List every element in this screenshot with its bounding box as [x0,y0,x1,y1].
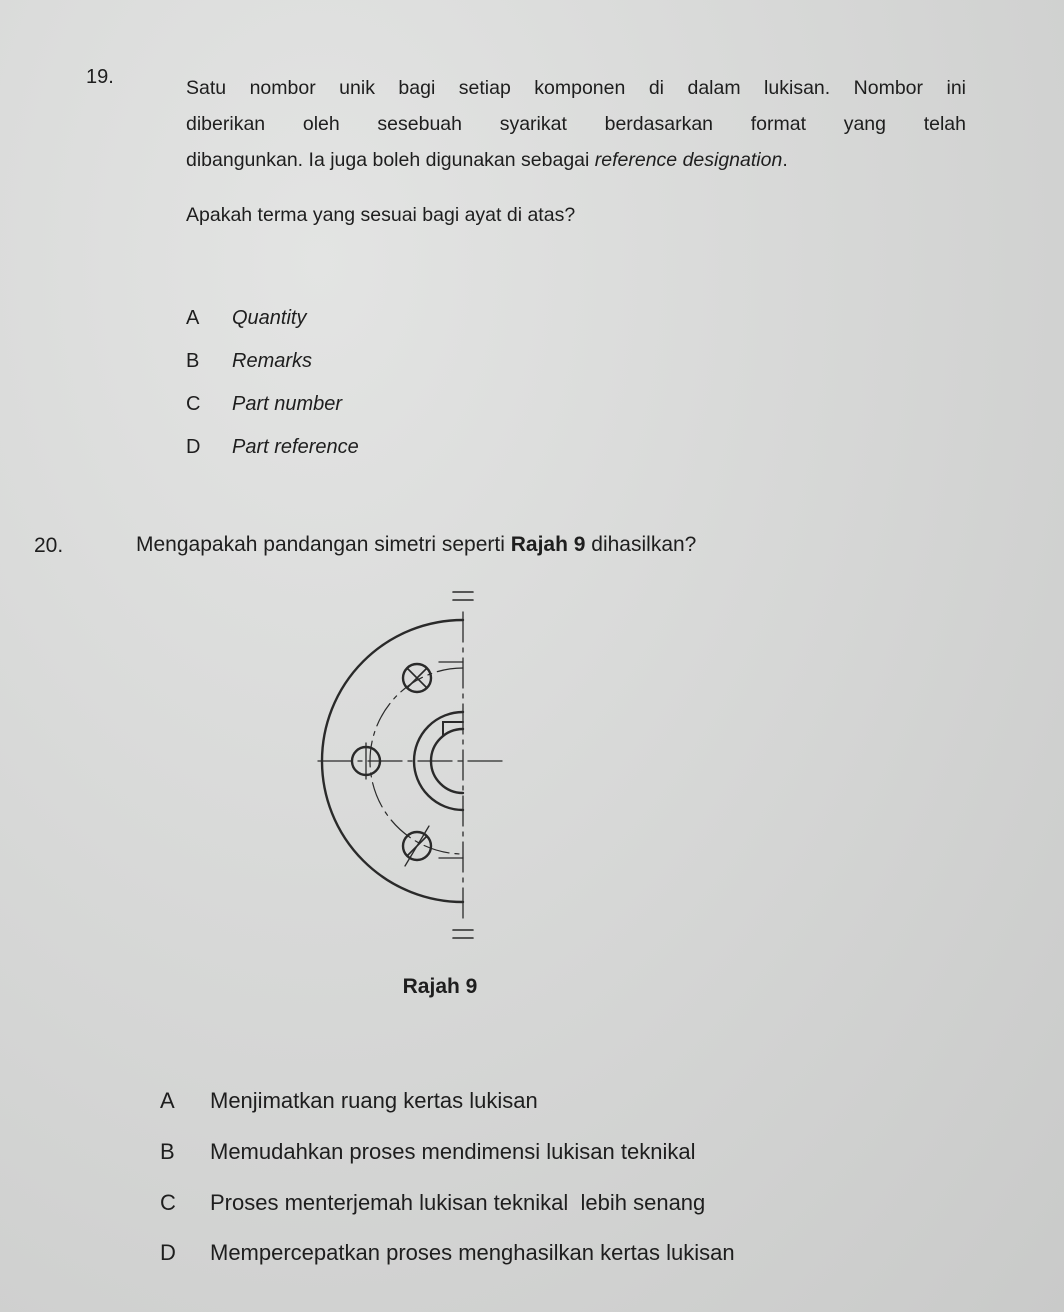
option-letter: A [160,1088,175,1113]
option-text: Quantity [232,307,307,329]
question-prompt [136,533,696,557]
question-text: Mengapakah pandangan simetri seperti [136,533,511,556]
question-number: 19. [86,66,114,88]
option-letter: B [160,1139,175,1164]
option-b[interactable] [160,1139,695,1165]
paragraph-text: dibangunkan. Ia juga boleh digunakan sebagai [186,149,595,171]
option-letter: B [186,350,200,372]
symmetry-mark-bottom [453,930,473,938]
question-number: 20. [34,534,64,557]
bolt-hole-top [403,662,463,692]
paragraph-text: Satu nombor unik bagi setiap komponen di dalam lukisan. Nombor ini [186,77,966,99]
paragraph-text: . [782,149,788,171]
paragraph-line-3 [186,142,966,178]
option-text: Part reference [232,436,359,458]
option-d[interactable] [186,436,359,459]
symmetry-drawing [300,578,530,958]
question-text-bold: Rajah 9 [510,533,586,556]
italic-term: reference designation [594,149,783,171]
symmetry-mark-top [453,592,473,600]
bolt-hole-bottom [403,826,463,866]
option-text: Memudahkan proses mendimensi lukisan teknikal [210,1139,696,1164]
option-text: Menjimatkan ruang kertas lukisan [210,1088,538,1113]
question-text: dihasilkan? [585,533,697,556]
option-c[interactable] [186,393,342,416]
option-text: Mempercepatkan proses menghasilkan kertas lukisan [210,1240,735,1265]
option-letter: C [160,1190,176,1215]
option-text: Proses menterjemah lukisan teknikal lebih senang [210,1190,706,1215]
option-text: Part number [232,393,343,415]
question-prompt: Apakah terma yang sesuai bagi ayat di atas? [186,204,576,226]
option-letter: D [160,1240,176,1265]
option-a[interactable] [160,1088,538,1114]
option-a[interactable] [186,307,306,330]
option-d[interactable] [160,1240,735,1266]
paragraph-text: diberikan oleh sesebuah syarikat berdasarkan format yang telah [186,113,966,135]
option-b[interactable] [186,350,312,373]
option-text: Remarks [232,350,313,372]
paragraph-line-2 [186,106,966,142]
figure-caption: Rajah 9 [402,975,478,998]
option-letter: C [186,393,201,415]
paragraph-line-1 [186,70,966,106]
question-paragraph [186,70,966,178]
option-letter: A [186,307,200,329]
option-letter: D [186,436,201,458]
option-c[interactable] [160,1190,705,1216]
